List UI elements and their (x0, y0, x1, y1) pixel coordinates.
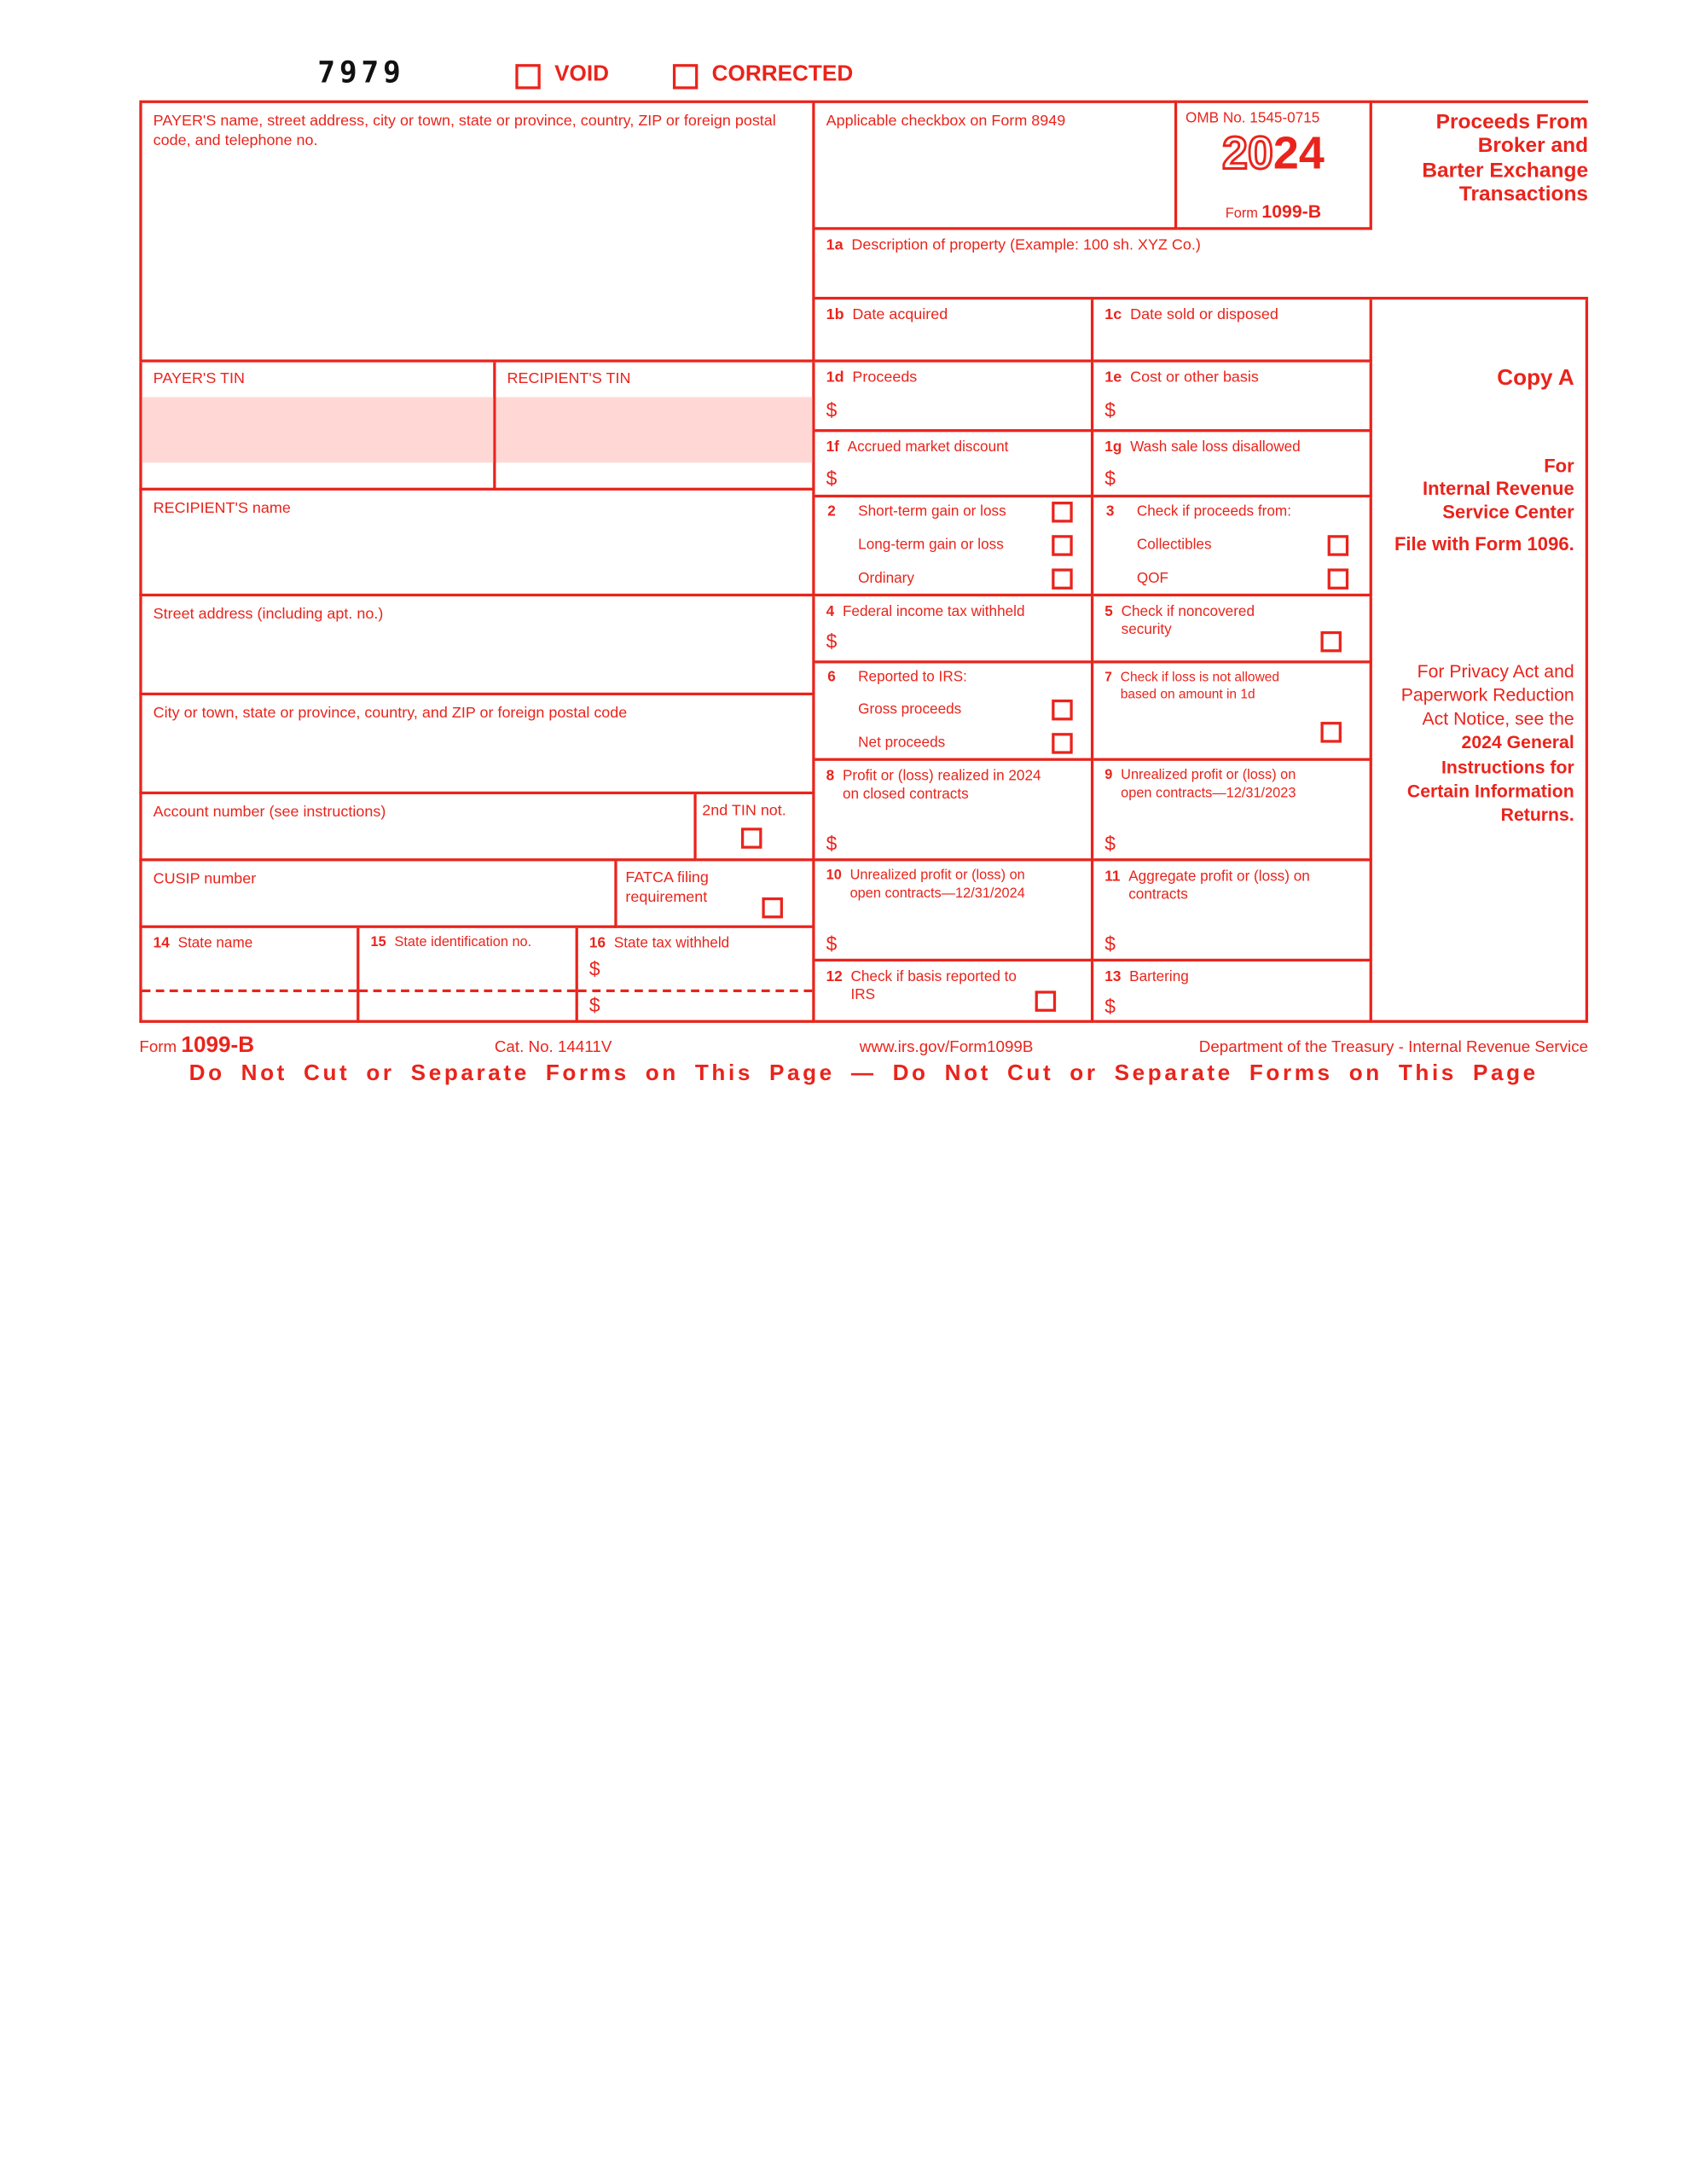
street-address-label: Street address (including apt. no.) (153, 606, 384, 624)
box-13[interactable] (1093, 961, 1372, 1023)
box-10-dollar: $ (826, 932, 838, 955)
gross-proceeds-checkbox[interactable] (1052, 700, 1073, 721)
omb-label: OMB No. 1545-0715 (1186, 110, 1320, 127)
box-9-number: 9 (1104, 768, 1113, 783)
corrected-label: CORRECTED (711, 62, 854, 87)
ordinary-checkbox[interactable] (1052, 568, 1073, 590)
state-tax-box[interactable] (578, 928, 815, 1023)
fatca-checkbox[interactable] (762, 897, 783, 919)
box-1a-label: Description of property (Example: 100 sh. XYZ Co.) (851, 236, 1201, 254)
copy-a-label: Copy A (1497, 366, 1574, 391)
service-center-line: Service Center (1442, 501, 1574, 523)
footer-form-number (139, 1034, 254, 1059)
box-10[interactable] (815, 861, 1094, 961)
box-4-label: Federal income tax withheld (842, 603, 1025, 620)
basis-reported-checkbox[interactable] (1035, 990, 1057, 1012)
box-1b-number: 1b (826, 306, 844, 323)
box-1b-label: Date acquired (852, 306, 948, 323)
box-7 (1093, 663, 1372, 760)
box-8[interactable] (815, 761, 1094, 862)
footer-form-number-bold: 1099-B (181, 1033, 255, 1058)
payer-info-label: PAYER'S name, street address, city or town, state or province, country, ZIP or foreign postal code, and telephone no. (153, 113, 776, 150)
cusip-box[interactable] (139, 861, 617, 927)
box-13-number: 13 (1104, 968, 1122, 985)
recipient-name-box[interactable] (139, 491, 815, 596)
payer-info-box[interactable] (139, 101, 815, 363)
noncovered-security-checkbox[interactable] (1320, 631, 1342, 653)
box-8-label: Profit or (loss) realized in 2024 on closed contracts (842, 768, 1041, 804)
form-title-line: Proceeds From (1435, 110, 1589, 134)
form-title-line: Broker and (1477, 134, 1589, 159)
box-10-number: 10 (826, 868, 842, 884)
department-label: Department of the Treasury - Internal Revenue Service (1198, 1039, 1589, 1057)
year-solid: 24 (1272, 126, 1325, 179)
cat-no: Cat. No. 14411V (494, 1039, 612, 1057)
state-row-divider (578, 990, 812, 992)
account-number-label: Account number (see instructions) (153, 804, 386, 822)
year-outline: 20 (1221, 126, 1273, 179)
box-1e-number: 1e (1104, 369, 1122, 386)
form-title-line: Barter Exchange (1422, 158, 1589, 183)
corrected-checkbox[interactable] (673, 64, 698, 89)
collectibles-checkbox[interactable] (1328, 535, 1349, 556)
applicable-checkbox-box[interactable] (815, 101, 1178, 230)
form-title-line: Transactions (1458, 183, 1589, 207)
loss-not-allowed-checkbox[interactable] (1320, 722, 1342, 743)
irs-url: www.irs.gov/Form1099B (859, 1039, 1034, 1057)
second-tin-checkbox[interactable] (741, 828, 762, 849)
collectibles-label: Collectibles (1136, 536, 1212, 554)
city-label: City or town, state or province, country, and ZIP or foreign postal code (153, 705, 628, 723)
box-3 (1093, 497, 1372, 596)
void-label: VOID (554, 62, 609, 87)
box-12 (815, 961, 1094, 1023)
box-5-label: Check if noncovered security (1121, 603, 1255, 639)
box-14-number: 14 (153, 935, 170, 952)
box-1g-dollar: $ (1104, 467, 1116, 490)
box-1g-number: 1g (1104, 439, 1122, 456)
box-1c[interactable] (1093, 299, 1372, 363)
state-name-box[interactable] (139, 928, 359, 1023)
service-center-line: For (1544, 456, 1574, 477)
privacy-note-plain: For Privacy Act and Paperwork Reduction Act Notice, see the (1400, 660, 1574, 729)
box-1d-label: Proceeds (852, 369, 918, 386)
state-row-divider (359, 990, 575, 992)
gross-proceeds-label: Gross proceeds (858, 700, 962, 718)
omb-box (1177, 101, 1372, 230)
state-tax-dollar-1: $ (588, 957, 600, 980)
box-1d-dollar: $ (826, 398, 838, 421)
box-9-dollar: $ (1104, 832, 1116, 855)
privacy-note (1390, 659, 1574, 827)
city-box[interactable] (139, 695, 815, 794)
box-4-dollar: $ (826, 630, 838, 653)
box-9[interactable] (1093, 761, 1372, 862)
box-4[interactable] (815, 596, 1094, 663)
box-1a[interactable] (815, 230, 1589, 300)
box-10-label: Unrealized profit or (loss) on open contracts—12/31/2024 (849, 868, 1025, 901)
qof-checkbox[interactable] (1328, 568, 1349, 590)
box-11-number: 11 (1104, 868, 1121, 886)
privacy-note-bold: 2024 General Instructions for Certain Information Returns. (1406, 732, 1574, 825)
box-3-label: Check if proceeds from: (1136, 502, 1291, 520)
copy-column (1372, 299, 1588, 1023)
box-1f[interactable] (815, 432, 1094, 497)
recipient-tin-input-area[interactable] (496, 398, 812, 463)
box-1d[interactable] (815, 363, 1094, 433)
account-number-box[interactable] (139, 794, 696, 861)
file-with-note: File with Form 1096. (1394, 533, 1574, 555)
do-not-cut-note: Do Not Cut or Separate Forms on This Page — Do Not Cut or Separate Forms on This Page (188, 1061, 1539, 1086)
box-15-number: 15 (370, 935, 386, 950)
box-12-label: Check if basis reported to IRS (850, 968, 1017, 1004)
box-1g[interactable] (1093, 432, 1372, 497)
void-checkbox[interactable] (515, 64, 540, 89)
net-proceeds-checkbox[interactable] (1052, 733, 1073, 754)
print-code: 7979 (317, 55, 405, 90)
box-11-dollar: $ (1104, 932, 1116, 955)
box-1c-label: Date sold or disposed (1130, 306, 1278, 323)
omb-form-number: 1099-B (1261, 200, 1322, 222)
applicable-checkbox-label: Applicable checkbox on Form 8949 (826, 113, 1066, 130)
payer-tin-label: PAYER'S TIN (153, 370, 245, 388)
box-1e[interactable] (1093, 363, 1372, 433)
second-tin-box (697, 794, 815, 861)
recipient-name-label: RECIPIENT'S name (153, 500, 291, 517)
state-row-divider (142, 990, 357, 992)
box-6 (815, 663, 1094, 760)
second-tin-label: 2nd TIN not. (702, 802, 786, 820)
payer-tin-box[interactable] (139, 363, 496, 491)
long-term-label: Long-term gain or loss (858, 536, 1004, 554)
box-3-number: 3 (1105, 502, 1115, 520)
box-1e-label: Cost or other basis (1130, 369, 1259, 386)
box-1b[interactable] (815, 299, 1094, 363)
box-4-number: 4 (826, 603, 835, 620)
cusip-label: CUSIP number (153, 870, 257, 888)
box-6-number: 6 (827, 669, 836, 686)
box-13-dollar: $ (1104, 995, 1116, 1018)
long-term-checkbox[interactable] (1052, 535, 1073, 556)
box-2-number: 2 (827, 502, 836, 520)
box-15-label: State identification no. (394, 935, 532, 950)
box-1f-number: 1f (826, 439, 839, 456)
service-center-line: Internal Revenue (1423, 479, 1574, 500)
box-1d-number: 1d (826, 369, 844, 386)
street-address-box[interactable] (139, 596, 815, 695)
qof-label: QOF (1136, 570, 1169, 587)
box-12-number: 12 (826, 968, 843, 985)
footer-form-word: Form (139, 1039, 177, 1057)
box-1f-dollar: $ (826, 467, 838, 490)
service-center-note (1423, 456, 1574, 525)
short-term-label: Short-term gain or loss (858, 502, 1006, 520)
short-term-checkbox[interactable] (1052, 502, 1073, 523)
omb-form-line (1177, 200, 1369, 222)
form-title (1372, 101, 1588, 230)
box-11[interactable] (1093, 861, 1372, 961)
state-id-box[interactable] (359, 928, 577, 1023)
omb-form-word: Form (1225, 206, 1258, 222)
box-2 (815, 497, 1094, 596)
box-14-label: State name (177, 935, 253, 952)
fatca-label: FATCA filing requirement (625, 869, 709, 907)
net-proceeds-label: Net proceeds (858, 734, 946, 752)
box-1c-number: 1c (1104, 306, 1122, 323)
ordinary-label: Ordinary (858, 570, 914, 587)
recipient-tin-box[interactable] (496, 363, 815, 491)
fatca-box (617, 861, 815, 927)
payer-tin-input-area[interactable] (142, 398, 494, 463)
box-1g-label: Wash sale loss disallowed (1130, 439, 1301, 456)
box-16-label: State tax withheld (613, 935, 730, 952)
recipient-tin-label: RECIPIENT'S TIN (507, 370, 631, 388)
box-16-number: 16 (588, 935, 606, 952)
box-13-label: Bartering (1129, 968, 1189, 985)
box-7-number: 7 (1104, 670, 1112, 686)
box-1a-number: 1a (826, 236, 844, 254)
box-5 (1093, 596, 1372, 663)
box-1e-dollar: $ (1104, 398, 1116, 421)
box-11-label: Aggregate profit or (loss) on contracts (1128, 868, 1310, 903)
box-5-number: 5 (1104, 603, 1113, 620)
tax-year (1177, 126, 1369, 179)
state-tax-dollar-2: $ (588, 993, 600, 1016)
box-6-label: Reported to IRS: (858, 669, 967, 686)
box-7-label: Check if loss is not allowed based on amount in 1d (1120, 670, 1280, 703)
box-1f-label: Accrued market discount (847, 439, 1009, 456)
box-8-dollar: $ (826, 832, 838, 855)
box-9-label: Unrealized profit or (loss) on open contracts—12/31/2023 (1121, 768, 1296, 801)
box-8-number: 8 (826, 768, 835, 785)
